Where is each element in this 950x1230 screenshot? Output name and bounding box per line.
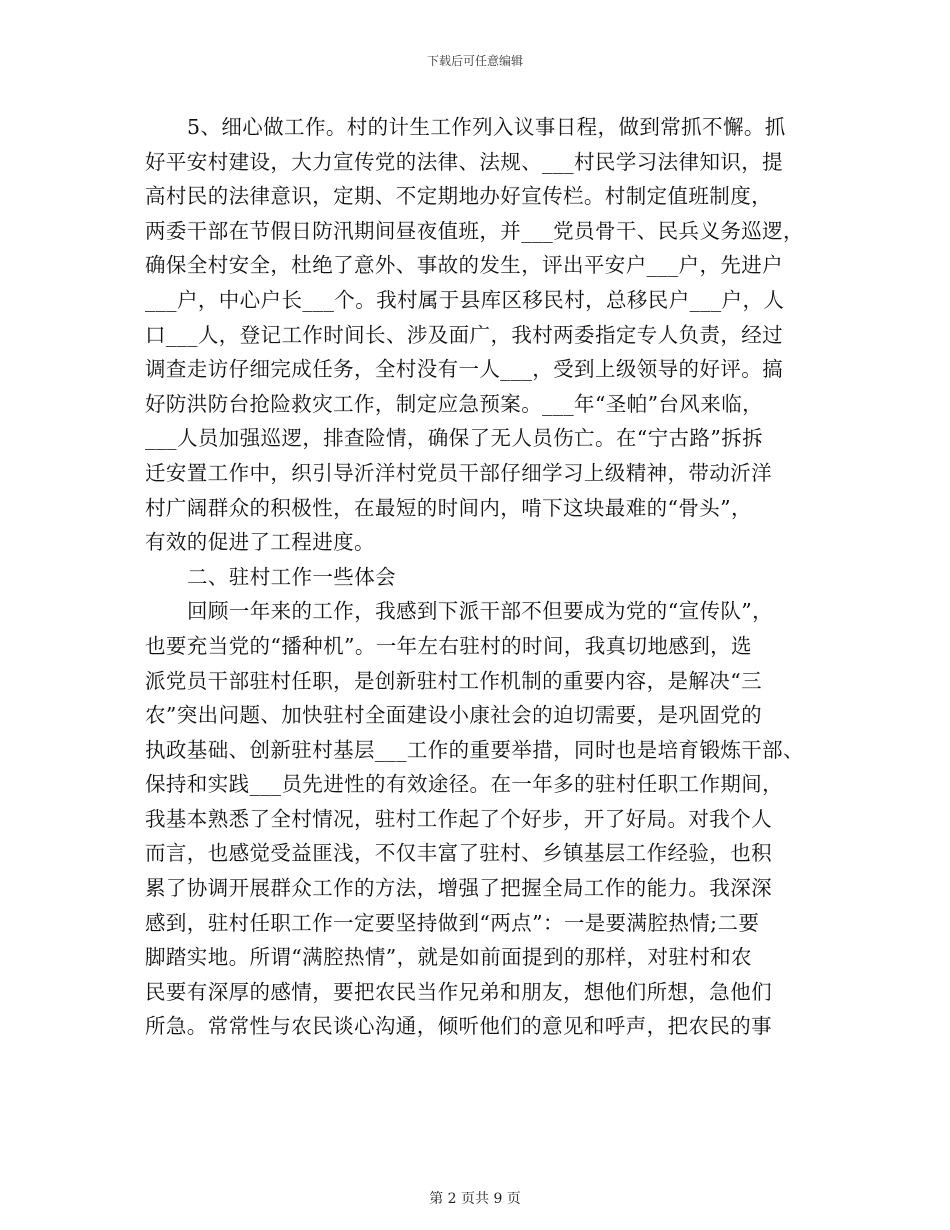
text-line: 确保全村安全，杜绝了意外、事故的发生，评出平安户___户，先进户 — [145, 253, 784, 278]
text-line: 高村民的法律意识，定期、不定期地办好宣传栏。村制定值班制度， — [145, 184, 772, 209]
text-line: 村广阔群众的积极性，在最短的时间内，啃下这块最难的“骨头”， — [145, 495, 752, 520]
text-line: 而言，也感觉受益匪浅，不仅丰富了驻村、乡镇基层工作经验，也积 — [145, 841, 772, 866]
text-line: ___户，中心户长___个。我村属于县库区移民村，总移民户___户，人 — [145, 287, 785, 312]
text-line: 5、细心做工作。村的计生工作列入议事日程，做到常抓不懈。抓 — [187, 115, 786, 139]
text-line: 回顾一年来的工作，我感到下派干部不但要成为党的“宣传队”， — [187, 599, 774, 624]
text-line: 农”突出问题、加快驻村全面建设小康社会的迫切需要，是巩固党的 — [145, 703, 762, 728]
text-line: 所急。常常性与农民谈心沟通，倾听他们的意见和呼声，把农民的事 — [145, 1014, 772, 1039]
text-line: 感到，驻村任职工作一定要坚持做到“两点”：一是要满腔热情;二要 — [145, 910, 760, 935]
text-line: 执政基础、创新驻村基层___工作的重要举措，同时也是培育锻炼干部、 — [145, 737, 804, 762]
text-line: 脚踏实地。所谓“满腔热情”，就是如前面提到的那样，对驻村和农 — [145, 945, 752, 970]
text-line: 派党员干部驻村任职，是创新驻村工作机制的重要内容，是解决“三 — [145, 668, 762, 693]
text-line: 调查走访仔细完成任务，全村没有一人___，受到上级领导的好评。搞 — [145, 357, 784, 382]
text-line: 累了协调开展群众工作的方法，增强了把握全局工作的能力。我深深 — [145, 876, 772, 901]
text-line: 好防洪防台抢险救灾工作，制定应急预案。___年“圣帕”台风来临， — [145, 391, 764, 416]
text-line: ___人员加强巡逻，排查险情，确保了无人员伤亡。在“宁古路”拆拆 — [145, 426, 764, 451]
text-line: 也要充当党的“播种机”。一年左右驻村的时间，我真切地感到，选 — [145, 633, 752, 658]
text-line: 有效的促进了工程进度。 — [145, 530, 375, 555]
text-line: 保持和实践___员先进性的有效途径。在一年多的驻村任职工作期间， — [145, 772, 784, 797]
text-line: 两委干部在节假日防汛期间昼夜值班，并___党员骨干、民兵义务巡逻， — [145, 218, 804, 243]
text-line: 好平安村建设，大力宣传党的法律、法规、___村民学习法律知识，提 — [145, 149, 784, 174]
page-header: 下载后可任意编辑 — [426, 54, 523, 68]
text-line: 口___人，登记工作时间长、涉及面广，我村两委指定专人负责，经过 — [145, 322, 784, 347]
text-line: 民要有深厚的感情，要把农民当作兄弟和朋友，想他们所想，急他们 — [145, 979, 772, 1004]
document-body — [145, 110, 805, 1044]
text-line: 迁安置工作中，织引导沂洋村党员干部仔细学习上级精神，带动沂洋 — [145, 460, 772, 485]
text-line: 二、驻村工作一些体会 — [187, 564, 396, 589]
text-line: 我基本熟悉了全村情况，驻村工作起了个好步，开了好局。对我个人 — [145, 806, 772, 831]
page-number: 第 2 页共 9 页 — [429, 1191, 521, 1207]
